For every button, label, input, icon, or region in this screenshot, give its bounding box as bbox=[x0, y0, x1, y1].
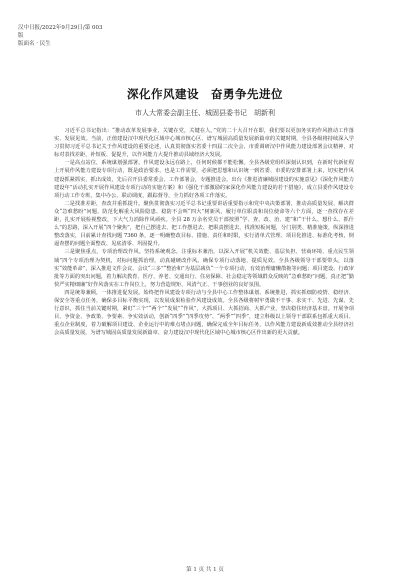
paragraph-three: 三是聚焦重点，专项治理改作风。坚持系统观念，注重标本兼治，以深入开展“机关效能、基层负担、营商环境、重点民生领域”四个专项治理为契机，对标问题抓治理，动真碰硬改作风。确保专项行动落地、提质见效。全县各级领导干部要带头，以落实“效能革命”，深入推进文件会议、会议“三多”“整治和”为基层减负“一个专项行动，有效治理庸懒散拖等问题；项目建设、行政审批等方面的突出问题，着力解决教育、医疗、养老、交通出行、住房保障、社会稳定等领域群众反映的“急难愁盼”问题，真正把“勤快严实精细廉”好作风落实在工作岗位上，努力营造规矩、风清气正、干事创业的良好氛围。 bbox=[54, 249, 354, 288]
source-line: 汉中日报/2022年9月29日/第 003 bbox=[18, 25, 103, 31]
article-byline: 市人大常委会副主任、城固县委书记 胡新利 bbox=[135, 109, 275, 117]
paragraph-four: 四是统筹兼顾，一体推进促发展。始终把作风建设专项行动与全县中心工作整体谋划、系统推进，抓实抓细防疫情、稳经济、保安全等重点任务，确保多目标平衡实现，以发展成果检验作风建设成效。全县各级将树牢勇做不干事、求实干、先进、先谋、先行意识，抓住当前关键时期，紧盯“三个”“两个”“发展”“作风”，大抓项目、大抓招商、大抓产业，坚决稳住经济基本盘。开展争项目、争资金、争政策、争要素、争实效活动，创新“四季”“四季攻势”、“两季”“四季”，建立科级以上领导干部联系包抓重大项目、重点企业制度，着力破解项目建设、企业运行中的难点堵点问题，确保完成全年目标任务，以作风能力建设新成效推动全县经济社会高质量发展，为谱写城固高质量发展新篇章、奋力建设汉中现代化区域中心城市核心区作出新的更大贡献。 bbox=[54, 289, 354, 337]
page-indicator: 第 1 页 共 1 页 bbox=[186, 567, 224, 573]
edition-line: 版 bbox=[18, 33, 24, 39]
paragraph-two: 二是找准差距，查改并重抓提升。聚焦贯彻落实习近平总书记重要讲话重要指示和党中央决策部署，推动高质量发展、解决群众“急难愁盼”问题、防范化解重大风险隐患、稳防不会叫“四大”树新风，履行单位职责和岗位使命等六个方面，逐一查找存在差距，扎实开展检视整改，下大气力消除作风顽疾。全县 28 万余名党员干部按照“学、查、改、治、建”和“干什么、想什么、抓什么”的思路，深入开展“四个聚焦”，把自己摆进去、把工作摆进去、把职责摆进去，找准短板问题，分门别类、精准施策，纵深推进整改落实，目前累计查找问题 7360 条，逐一明确整改目标、措施、责任和时限，实行清单式管理、项目化推进、标准化考核，倒逼查摆的问题全面整改、见底清零、巩固提升。 bbox=[54, 200, 354, 248]
article-body bbox=[54, 127, 354, 337]
paragraph-one: 一是高点站位，系统谋划强部署。作风建设永远在路上，任何时候都不能松懈。全县各级党组织深刻认识到，在新时代新征程上开展作风能力建设专项行动，既是政治要求，也是工作需要，必须把思想和认识统一到省委、市委的安排部署上来，切实把作风建设抓紧抓实，抓出成效，先后召开县委常委会、工作部署会，专题推进会，出台《推进清廉城固建设的实施意见》《深化作风能力建设年”活动扎实开展作风建设专项行动的实施方案》和《强化干部激励的家深化作风能力建设的若干措施》，成立县委作风建设专项行动工作专班，集中办公、联动调度，跟踪督导，全力抓好各项工作落实。 bbox=[54, 160, 354, 199]
paragraph-intro: 习近平总书记指出：“推动改革发展事业，关键在党，关键在人。”党的二十大召开在即，我们要以更加务实的作风推动工作落实、发展见效。当前，正值建设汉中现代化区域中心城市核心区、谱写城固高质量发展新篇章的关键时期，全县各级将持续深入学习贯彻习近平总书记关于作风建设的重要论述，认真贯彻落实省委十四届二次全会、市委调研汉中作风能力建设部署会议精神，对标对表找差距、补短板、促提升，以作风能力大提升推动县域经济大发展。 bbox=[54, 128, 354, 159]
section-line: 版面名 · 民生 bbox=[18, 41, 51, 47]
article-title: 深化作风建设 奋勇争先进位 bbox=[127, 87, 283, 101]
